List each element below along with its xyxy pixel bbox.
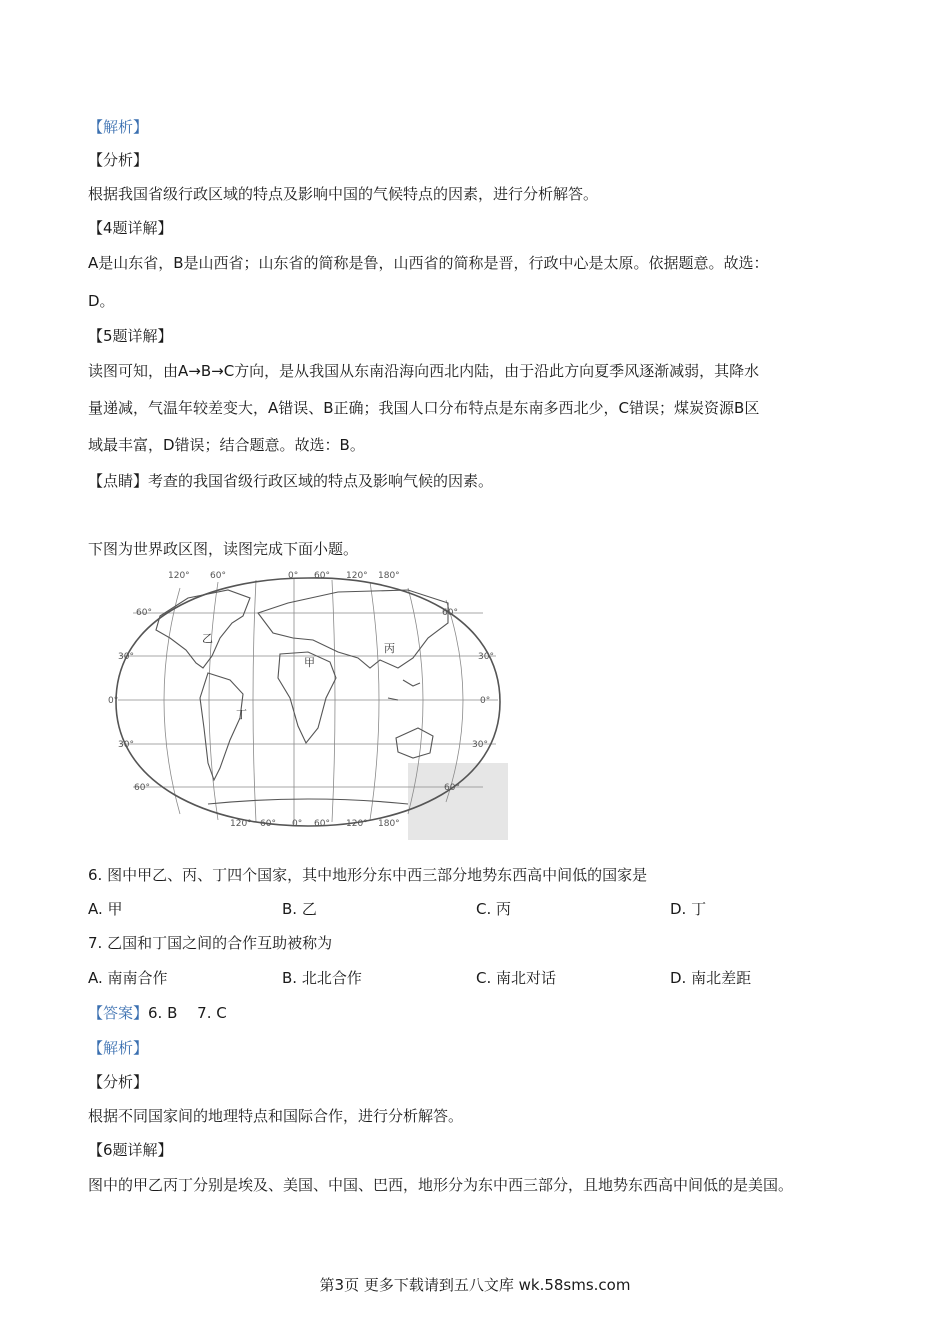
q5-detail-text-2: 量递减，气温年较差变大，A错误、B正确；我国人口分布特点是东南多西北少，C错误；煤炭资源B区 — [88, 399, 760, 417]
bottom-label: 180° — [378, 819, 400, 829]
bottom-label: 120° — [346, 819, 368, 829]
q4-detail-text-cont: D。 — [88, 292, 115, 310]
q7-option-b: B. 北北合作 — [282, 969, 362, 987]
page-footer: 第3页 更多下载请到五八文库 wk.58sms.com — [319, 1276, 631, 1294]
q6-option-c: C. 丙 — [476, 900, 512, 918]
country-label-ding: 丁 — [236, 708, 247, 721]
map-intro: 下图为世界政区图，读图完成下面小题。 — [88, 540, 359, 558]
q5-detail-text: 读图可知，由A→B→C方向，是从我国从东南沿海向西北内陆，由于沿此方向夏季风逐渐减弱，其降水 — [88, 362, 760, 380]
fenxi-text-2: 根据不同国家间的地理特点和国际合作，进行分析解答。 — [88, 1107, 464, 1125]
q6-option-d: D. 丁 — [670, 900, 707, 918]
left-lat: 60° — [136, 608, 152, 618]
q5-detail-title: 【5题详解】 — [88, 327, 173, 345]
bottom-label: 60° — [314, 819, 330, 829]
continent-outlines — [156, 590, 448, 804]
right-lat: 30° — [478, 652, 494, 662]
left-lat: 0° — [108, 696, 119, 706]
q7-stem: 7. 乙国和丁国之间的合作互助被称为 — [88, 934, 333, 952]
right-lat: 30° — [472, 740, 488, 750]
left-lat: 30° — [118, 740, 134, 750]
dianjing-note: 【点睛】考查的我国省级行政区域的特点及影响气候的因素。 — [88, 472, 494, 490]
scan-smudge — [408, 763, 508, 840]
answer-line — [88, 1002, 227, 1024]
bottom-label: 60° — [260, 819, 276, 829]
country-labels — [202, 632, 395, 721]
answer-text: 6. B 7. C — [148, 1004, 227, 1022]
right-lat: 60° — [442, 608, 458, 618]
top-label: 0° — [288, 571, 299, 581]
right-lat: 0° — [480, 696, 491, 706]
world-political-map — [108, 568, 508, 840]
analysis-tag: 【解析】 — [88, 118, 149, 136]
left-lat: 60° — [134, 783, 150, 793]
fenxi-tag-2: 【分析】 — [88, 1073, 149, 1091]
country-label-jia: 甲 — [304, 656, 315, 669]
top-label: 120° — [346, 571, 368, 581]
q6-option-a: A. 甲 — [88, 900, 123, 918]
q6-stem: 6. 图中甲乙、丙、丁四个国家，其中地形分东中西三部分地势东西高中间低的国家是 — [88, 866, 648, 884]
answer-tag: 【答案】 — [88, 1004, 149, 1022]
graticule — [118, 578, 498, 824]
world-map-figure — [108, 568, 508, 840]
q6-option-b: B. 乙 — [282, 900, 317, 918]
top-label: 60° — [210, 571, 226, 581]
fenxi-tag: 【分析】 — [88, 151, 149, 169]
q5-detail-text-3: 域最丰富，D错误；结合题意。故选：B。 — [88, 436, 365, 454]
right-lat: 60° — [444, 783, 460, 793]
top-label: 180° — [378, 571, 400, 581]
q7-option-c: C. 南北对话 — [476, 969, 557, 987]
q7-option-a: A. 南南合作 — [88, 969, 168, 987]
bottom-label: 120° — [230, 819, 252, 829]
q7-option-d: D. 南北差距 — [670, 969, 752, 987]
q4-detail-title: 【4题详解】 — [88, 219, 173, 237]
top-label: 120° — [168, 571, 190, 581]
q6-detail-text: 图中的甲乙丙丁分别是埃及、美国、中国、巴西，地形分为东中西三部分，且地势东西高中间低的是美国。 — [88, 1176, 794, 1194]
analysis-tag-2: 【解析】 — [88, 1039, 149, 1057]
bottom-label: 0° — [292, 819, 303, 829]
q6-detail-title: 【6题详解】 — [88, 1141, 173, 1159]
left-lat: 30° — [118, 652, 134, 662]
country-label-bing: 丙 — [384, 642, 395, 655]
fenxi-text: 根据我国省级行政区域的特点及影响中国的气候特点的因素，进行分析解答。 — [88, 185, 599, 203]
country-label-yi: 乙 — [202, 632, 213, 645]
q4-detail-text: A是山东省，B是山西省；山东省的简称是鲁，山西省的简称是晋，行政中心是太原。依据题意。故选： — [88, 254, 769, 272]
top-label: 60° — [314, 571, 330, 581]
